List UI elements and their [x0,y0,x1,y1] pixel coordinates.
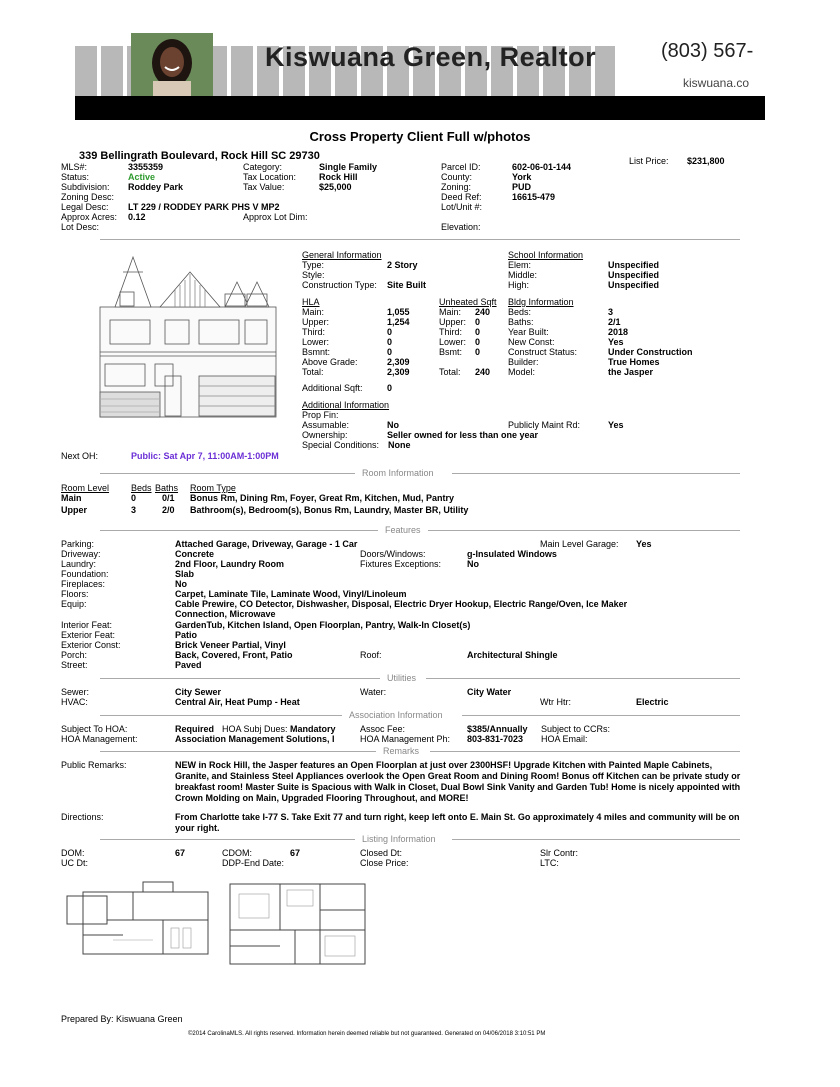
equip-label: Equip: [61,599,87,609]
exterior-feat-value: Patio [175,630,198,640]
house-elevation-image [95,252,285,420]
middle-value: Unspecified [608,270,660,280]
additional-info-heading: Additional Information [302,400,390,410]
closed-dt-label: Closed Dt: [360,848,403,858]
unheated-total-label: Total: [439,367,461,377]
publicly-maint-value: Yes [608,420,624,430]
unheated-lower-label: Lower: [439,337,467,347]
year-built-label: Year Built: [508,327,549,337]
county-value: York [512,172,532,182]
exterior-feat-label: Exterior Feat: [61,630,116,640]
tax-value-label: Tax Value: [243,182,285,192]
agent-banner [75,33,765,120]
status-value: Active [128,172,156,182]
roof-value: Architectural Shingle [467,650,558,660]
association-title: Association Information [349,710,443,720]
floorplan-upper-image [225,880,370,968]
unheated-bsmt-label: Bsmt: [439,347,463,357]
legal-desc-label: Legal Desc: [61,202,109,212]
high-label: High: [508,280,530,290]
laundry-value: 2nd Floor, Laundry Room [175,559,285,569]
construct-status-value: Under Construction [608,347,693,357]
room-info-section [100,468,740,480]
publicly-maint-label: Publicly Maint Rd: [508,420,581,430]
floors-label: Floors: [61,589,89,599]
hla-total-value: 2,309 [387,367,410,377]
hla-above-value: 2,309 [387,357,410,367]
prepared-by: Prepared By: Kiswuana Green [61,1014,183,1024]
hla-above-label: Above Grade: [302,357,358,367]
agent-phone: (803) 567- [661,40,754,62]
year-built-value: 2018 [608,327,629,337]
unheated-upper-value: 0 [475,317,481,327]
exterior-const-label: Exterior Const: [61,640,121,650]
banner-bar [75,96,765,120]
interior-feat-label: Interior Feat: [61,620,113,630]
directions-text: From Charlotte take I-77 S. Take Exit 77 and turn right, keep left onto E. Main St. Go approximately 4 miles and community will be on your right. [175,812,740,833]
elevation-label: Elevation: [441,222,481,232]
acres-label: Approx Acres: [61,212,118,222]
roof-label: Roof: [360,650,382,660]
foundation-label: Foundation: [61,569,109,579]
legal-desc-value: LT 229 / RODDEY PARK PHS V MP2 [128,202,280,212]
additional-sqft-label: Additional Sqft: [302,383,363,393]
interior-feat-value: GardenTub, Kitchen Island, Open Floorplan, Pantry, Walk-In Closet(s) [175,620,471,630]
report-title: Cross Property Client Full w/photos [309,129,531,144]
unheated-bsmt-value: 0 [475,347,481,357]
next-open-house: Public: Sat Apr 7, 11:00AM-1:00PM [131,451,279,461]
directions-label: Directions: [61,812,104,822]
assoc-fee-label: Assoc Fee: [360,724,406,734]
model-value: the Jasper [608,367,654,377]
public-remarks-text: NEW in Rock Hill, the Jasper features an Open Floorplan at just over 2300HSF! Upgrade Kitchen with Painted Maple Cabinets, Granite, and Stainless Steel Appliances overlook the Open Great Room and Dining Room! Bonus off Kitchen can be private study or breakfast room! Master Suite is Spacious with Walk in Closet, Dual Bowl Sink Vanity and Garden Tub! Home is nicely appointed with Crown Molding on Main, Upgraded Flooring Throughout, and MORE! [175,760,741,803]
hla-heading: HLA [302,297,320,307]
room-beds-header: Beds [131,483,152,493]
parking-label: Parking: [61,539,95,549]
status-label: Status: [61,172,90,182]
tax-location-value: Rock Hill [319,172,358,182]
zoning-desc-label: Zoning Desc: [61,192,115,202]
type-label: Type: [302,260,325,270]
parcel-label: Parcel ID: [441,162,481,172]
baths-label: Baths: [508,317,534,327]
uc-dt-label: UC Dt: [61,858,88,868]
unheated-total-value: 240 [475,367,491,377]
room-row-baths: 0/1 [162,493,175,503]
ltc-label: LTC: [540,858,559,868]
mls-number: 3355359 [128,162,164,172]
ownership-value: Seller owned for less than one year [387,430,539,440]
slr-contr-label: Slr Contr: [540,848,579,858]
hoa-mgmt-ph-value: 803-831-7023 [467,734,524,744]
dom-value: 67 [175,848,186,858]
hoa-dues-value: Mandatory [290,724,336,734]
unheated-main-value: 240 [475,307,491,317]
cdom-label: CDOM: [222,848,252,858]
bldg-heading: Bldg Information [508,297,574,307]
list-price: $231,800 [687,156,725,166]
doors-windows-label: Doors/Windows: [360,549,426,559]
hla-bsmnt-label: Bsmnt: [302,347,331,357]
porch-value: Back, Covered, Front, Patio [175,650,293,660]
unheated-third-value: 0 [475,327,481,337]
divider [100,239,740,240]
deed-value: 16615-479 [512,192,556,202]
baths-value: 2/1 [608,317,621,327]
doors-windows-value: g-Insulated Windows [467,549,557,559]
assumable-value: No [387,420,399,430]
assoc-fee-value: $385/Annually [467,724,528,734]
hla-upper-label: Upper: [302,317,330,327]
dom-label: DOM: [61,848,85,858]
remarks-title: Remarks [383,746,420,756]
room-row-beds: 0 [131,493,137,503]
hla-total-label: Total: [302,367,324,377]
lot-desc-label: Lot Desc: [61,222,100,232]
construct-status-label: Construct Status: [508,347,578,357]
listing-title: Listing Information [362,834,436,844]
hoa-mgmt-label: HOA Management: [61,734,138,744]
hla-bsmnt-value: 0 [387,347,393,357]
deed-label: Deed Ref: [441,192,482,202]
main-level-garage-value: Yes [636,539,652,549]
equip-value: Cable Prewire, CO Detector, Dishwasher, Disposal, Electric Dryer Hookup, Electric Range/Oven, Ice Maker [175,599,628,609]
assumable-label: Assumable: [302,420,350,430]
main-level-garage-label: Main Level Garage: [540,539,619,549]
room-type-header: Room Type [190,483,236,493]
unheated-main-label: Main: [439,307,462,317]
unheated-third-label: Third: [439,327,463,337]
driveway-label: Driveway: [61,549,101,559]
elem-value: Unspecified [608,260,660,270]
room-row-type: Bonus Rm, Dining Rm, Foyer, Great Rm, Kitchen, Mud, Pantry [190,493,455,503]
porch-label: Porch: [61,650,88,660]
room-info-title: Room Information [362,468,434,478]
laundry-label: Laundry: [61,559,97,569]
additional-sqft-value: 0 [387,383,393,393]
high-value: Unspecified [608,280,660,290]
elem-label: Elem: [508,260,532,270]
hoa-email-label: HOA Email: [541,734,588,744]
unheated-upper-label: Upper: [439,317,467,327]
agent-website: kiswuana.co [683,76,750,90]
style-label: Style: [302,270,325,280]
mls-label: MLS#: [61,162,88,172]
construction-type-value: Site Built [387,280,427,290]
driveway-value: Concrete [175,549,215,559]
new-const-label: New Const: [508,337,555,347]
category-value: Single Family [319,162,378,172]
association-section [100,710,740,722]
builder-label: Builder: [508,357,539,367]
special-conditions-label: Special Conditions: [302,440,380,450]
street-value: Paved [175,660,202,670]
sewer-value: City Sewer [175,687,222,697]
county-label: County: [441,172,473,182]
hla-third-value: 0 [387,327,393,337]
lot-dim-label: Approx Lot Dim: [243,212,308,222]
tax-value: $25,000 [319,182,352,192]
room-row-level: Main [61,493,82,503]
floorplan-main-image [63,880,213,960]
middle-label: Middle: [508,270,538,280]
special-conditions-value: None [388,440,411,450]
zoning-value: PUD [512,182,532,192]
ddp-end-label: DDP-End Date: [222,858,285,868]
ccr-label: Subject to CCRs: [541,724,611,734]
fireplaces-label: Fireplaces: [61,579,106,589]
subdivision-value: Roddey Park [128,182,184,192]
room-baths-header: Baths [155,483,179,493]
utilities-section [100,673,740,685]
lot-unit-label: Lot/Unit #: [441,202,483,212]
room-row-type: Bathroom(s), Bedroom(s), Bonus Rm, Laundry, Master BR, Utility [190,505,469,515]
cdom-value: 67 [290,848,301,858]
hla-lower-value: 0 [387,337,393,347]
new-const-value: Yes [608,337,624,347]
parcel-value: 602-06-01-144 [512,162,572,172]
model-label: Model: [508,367,536,377]
construction-type-label: Construction Type: [302,280,377,290]
zoning-label: Zoning: [441,182,472,192]
subject-hoa-value: Required [175,724,215,734]
hoa-mgmt-value: Association Management Solutions, I [175,734,335,744]
street-label: Street: [61,660,88,670]
hla-main-value: 1,055 [387,307,410,317]
school-info-heading: School Information [508,250,584,260]
foundation-value: Slab [175,569,195,579]
builder-value: True Homes [608,357,660,367]
water-heater-label: Wtr Htr: [540,697,571,707]
general-info-heading: General Information [302,250,382,260]
water-value: City Water [467,687,512,697]
property-address: 339 Bellingrath Boulevard, Rock Hill SC 29730 [79,150,320,162]
utilities-title: Utilities [387,673,417,683]
hla-lower-label: Lower: [302,337,330,347]
room-row-beds: 3 [131,505,137,515]
room-row-baths: 2/0 [162,505,175,515]
unheated-heading: Unheated Sqft [439,297,497,307]
hla-third-label: Third: [302,327,326,337]
hoa-mgmt-ph-label: HOA Management Ph: [360,734,451,744]
hla-upper-value: 1,254 [387,317,410,327]
category-label: Category: [243,162,283,172]
floors-value: Carpet, Laminate Tile, Laminate Wood, Vinyl/Linoleum [175,589,407,599]
agent-name: Kiswuana Green, Realtor [265,42,597,72]
hvac-value: Central Air, Heat Pump - Heat [175,697,300,707]
water-heater-value: Electric [636,697,669,707]
copyright-notice: ©2014 CarolinaMLS. All rights reserved. Information herein deemed reliable but not guaranteed. Generated on 04/06/2018 3:10:51 PM [188,1031,546,1037]
acres-value: 0.12 [128,212,146,222]
subject-hoa-label: Subject To HOA: [61,724,128,734]
equip-value-cont: Connection, Microwave [175,609,276,619]
unheated-lower-value: 0 [475,337,481,347]
tax-location-label: Tax Location: [243,172,297,182]
hla-main-label: Main: [302,307,325,317]
parking-value: Attached Garage, Driveway, Garage - 1 Car [175,539,358,549]
remarks-section [100,746,740,758]
beds-label: Beds: [508,307,532,317]
list-price-label: List Price: [629,156,669,166]
features-title: Features [385,525,421,535]
fixtures-exceptions-label: Fixtures Exceptions: [360,559,442,569]
fireplaces-value: No [175,579,187,589]
water-label: Water: [360,687,387,697]
prop-fin-label: Prop Fin: [302,410,339,420]
next-oh-label: Next OH: [61,451,99,461]
sewer-label: Sewer: [61,687,90,697]
room-row-level: Upper [61,505,88,515]
room-level-header: Room Level [61,483,110,493]
fixtures-exceptions-value: No [467,559,479,569]
public-remarks-label: Public Remarks: [61,760,127,770]
exterior-const-value: Brick Veneer Partial, Vinyl [175,640,286,650]
features-section [100,525,740,537]
hvac-label: HVAC: [61,697,88,707]
beds-value: 3 [608,307,614,317]
ownership-label: Ownership: [302,430,348,440]
agent-photo [131,33,213,96]
close-price-label: Close Price: [360,858,409,868]
listing-section [100,834,740,846]
type-value: 2 Story [387,260,418,270]
hoa-dues-label: HOA Subj Dues: [222,724,288,734]
subdivision-label: Subdivision: [61,182,110,192]
